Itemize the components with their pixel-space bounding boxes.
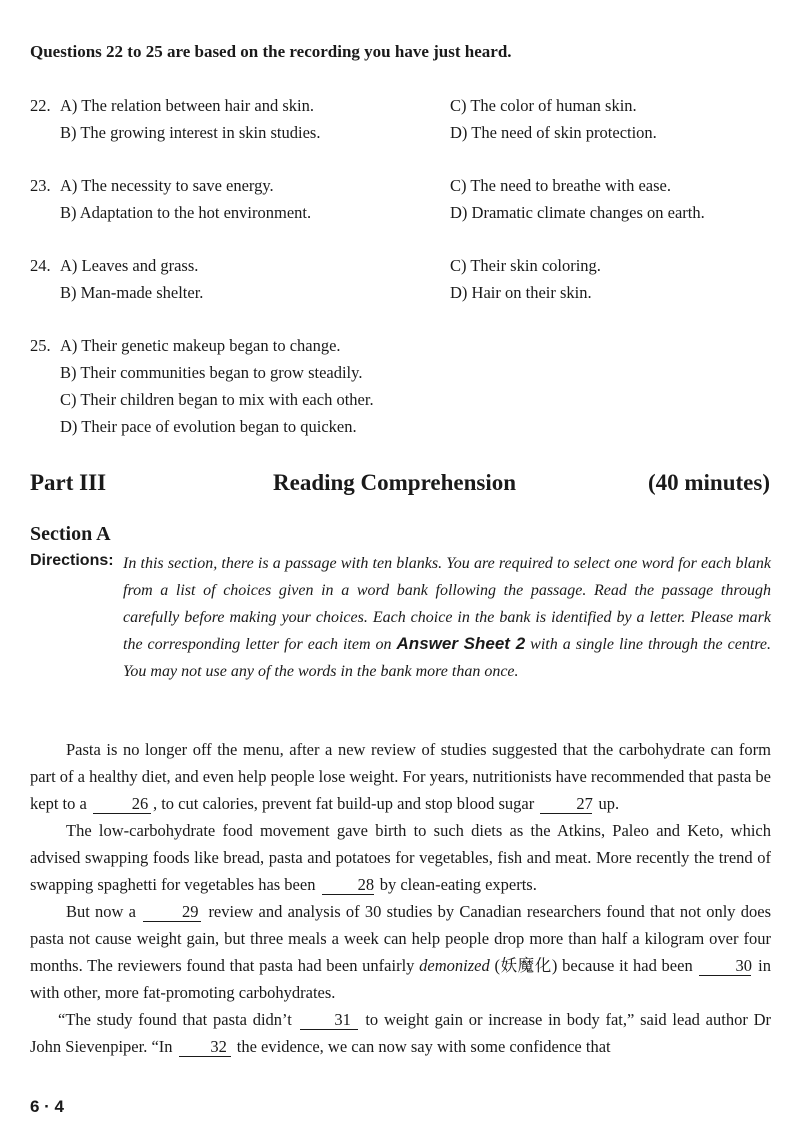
section-title: Section A [30,523,111,545]
passage-paragraph-3 [30,898,771,1006]
passage-text: Pasta is no longer off the menu, after a new review of studies suggested that the carbohydrate can form part of a healthy diet, and even help people lose weight. For years, nutritionists have recommended that pasta be kept to a [30,740,771,813]
question-24-option-c: C) Their skin coloring. [450,256,601,275]
question-22-option-b: B) The growing interest in skin studies. [60,123,321,142]
directions-label: Directions: [30,552,114,569]
page-number: 6 · 4 [30,1097,65,1116]
blank-32: 32 [179,1038,231,1057]
option-text: A) Leaves and grass. [60,256,199,275]
question-25-option-a [30,336,341,356]
option-text: A) The necessity to save energy. [60,176,274,195]
passage-text: up. [598,794,620,813]
passage-paragraph-4 [30,1006,771,1060]
question-22-number: 22. [30,96,51,115]
question-23-option-d: D) Dramatic climate changes on earth. [450,203,705,222]
option-text: A) The relation between hair and skin. [60,96,314,115]
answer-sheet-reference: Answer Sheet 2 [396,634,526,654]
question-25-option-b: B) Their communities began to grow steadily. [60,363,363,382]
question-24-option-b: B) Man-made shelter. [60,283,204,302]
blank-28: 28 [322,876,374,895]
chinese-gloss: (妖魔化) [494,956,558,975]
directions-text-after: with a single line through the centre. You may not use any of the words in the bank more than once. [123,636,771,681]
question-23-option-a [30,176,274,196]
passage-text: in with other, more fat-promoting carbohydrates. [30,956,772,1002]
question-25-number: 25. [30,336,51,355]
passage-text: by clean-eating experts. [379,875,537,894]
italic-term: demonized [419,956,490,975]
passage-paragraph-1 [30,736,771,817]
question-22-option-c: C) The color of human skin. [450,96,637,115]
blank-31: 31 [300,1011,358,1030]
passage-text: The low-carbohydrate food movement gave birth to such diets as the Atkins, Paleo and Keto, which advised swapping foods like bread, pasta and potatoes for vegetables, fish and meat. More recently the trend of swapping spaghetti for vegetables has been [30,821,771,894]
blank-26: 26 [93,795,151,814]
question-22-option-d: D) The need of skin protection. [450,123,657,142]
option-text: A) Their genetic makeup began to change. [60,336,341,355]
passage-text: review and analysis of 30 studies by Canadian researchers found that not only does pasta not cause weight gain, but three meals a week can help people drop more than half a kilogram over four months. The reviewers found that pasta had been unfairly [30,902,772,975]
directions-text [123,551,771,686]
part-title: Reading Comprehension [273,470,517,495]
part-time: (40 minutes) [647,470,770,495]
question-23-number: 23. [30,176,51,195]
question-23-option-b: B) Adaptation to the hot environment. [60,203,312,222]
questions-header: Questions 22 to 25 are based on the recording you have just heard. [30,42,512,61]
question-24-option-a [30,256,198,276]
blank-27: 27 [540,795,592,814]
blank-29: 29 [143,903,201,922]
blank-30: 30 [699,957,751,976]
question-23-option-c: C) The need to breathe with ease. [450,176,671,195]
directions-text-before: In this section, there is a passage with ten blanks. You are required to select one word for each blank from a list of choices given in a word bank following the passage. Read the passage through carefully before making your choices. Each choice in the bank is identified by a letter. Please mark the corresponding letter for each item on [123,555,771,654]
question-24-number: 24. [30,256,51,275]
reading-passage [30,736,771,1060]
question-24-option-d: D) Hair on their skin. [450,283,592,302]
passage-text: “The study found that pasta didn’t [58,1010,292,1029]
passage-text: , to cut calories, prevent fat build-up and stop blood sugar [152,794,535,813]
passage-text: the evidence, we can now say with some confidence that [236,1037,611,1056]
passage-text: But now a [66,902,136,921]
question-25-option-c: C) Their children began to mix with each other. [60,390,374,409]
part-label: Part III [30,470,107,495]
passage-text: because it had been [562,956,693,975]
passage-paragraph-2 [30,817,771,898]
question-22-option-a [30,96,314,116]
passage-text: to weight gain or increase in body fat,” said lead author Dr John Sievenpiper. “In [30,1010,771,1056]
question-25-option-d: D) Their pace of evolution began to quicken. [60,417,357,436]
